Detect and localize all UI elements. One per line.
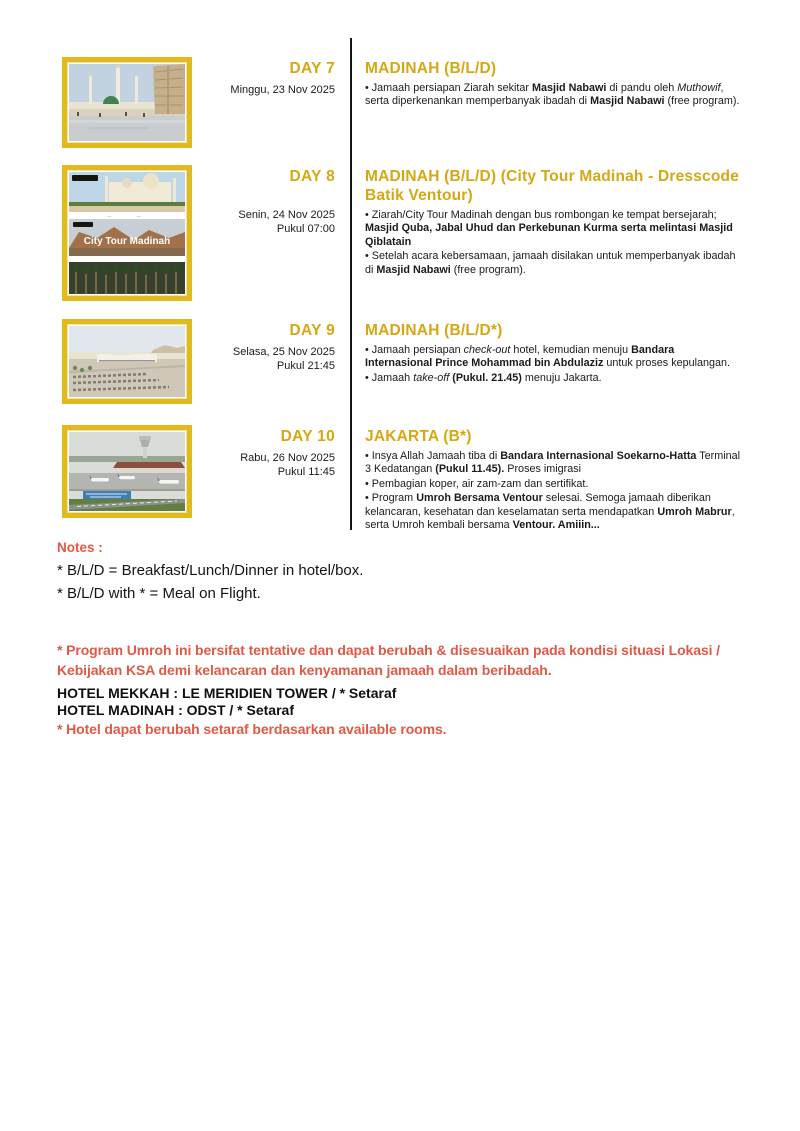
disclaimer-rooms: * Hotel dapat berubah setaraf berdasarkan available rooms. (57, 721, 447, 737)
day9-daycol (165, 321, 335, 373)
bullet-segment: Ventour. Amiiin... (512, 519, 600, 532)
notes-heading: Notes : (57, 540, 103, 555)
bullet-segment: Terminal 3 Kedatangan (365, 450, 741, 476)
bullet-item (365, 492, 742, 532)
day8-title: MADINAH (B/L/D) (City Tour Madinah - Dresscode Batik Ventour) (365, 168, 740, 204)
notes-section (57, 540, 747, 605)
day10-bullets (365, 450, 742, 532)
notes-line-meal-on-flight: * B/L/D with * = Meal on Flight. (57, 585, 261, 602)
bullet-segment: di pandu oleh (606, 82, 678, 94)
footer-section (57, 641, 762, 740)
bullet-segment: (free program). (450, 263, 526, 276)
bullet-item (365, 82, 742, 109)
disclaimer-tentative: * Program Umroh ini bersifat tentative dan dapat berubah & disesuaikan pada kondisi situasi Lokasi / Kebijakan KSA demi kelancaran dan kenyamanan jamaah dalam beribadah. (57, 642, 720, 678)
notes-line-bld: * B/L/D = Breakfast/Lunch/Dinner in hotel/box. (57, 562, 364, 579)
day8-bullets (365, 209, 742, 277)
day10-daycol (165, 427, 335, 479)
bullet-segment: • Ziarah/City Tour Madinah dengan bus rombongan ke tempat bersejarah; (365, 209, 717, 221)
bullet-segment: Muthowif (677, 82, 721, 94)
bullet-segment: • Pembagian koper, air zam-zam dan sertifikat. (365, 477, 589, 490)
day10-date: Rabu, 26 Nov 2025 (240, 452, 335, 464)
day10-label: DAY 10 (280, 428, 335, 445)
day8-label: DAY 8 (289, 168, 335, 185)
day8-date: Senin, 24 Nov 2025 (238, 209, 335, 221)
bullet-segment: (Pukul 11.45). (435, 463, 505, 476)
bullet-item (365, 250, 742, 277)
bullet-item (365, 344, 742, 371)
hotel-mekkah-line: HOTEL MEKKAH : LE MERIDIEN TOWER / * Setaraf (57, 685, 397, 701)
city-tour-overlay-label: City Tour Madinah (83, 236, 171, 247)
bullet-segment: • Setelah acara kebersamaan, jamaah disilakan untuk memperbanyak ibadah di (365, 250, 736, 276)
day9-bullets (365, 344, 742, 385)
bullet-segment: Bandara Internasional Prince Mohammad bin Abdulaziz (365, 344, 675, 370)
day7-daycol (165, 59, 335, 97)
day7-content (365, 59, 742, 110)
bullet-segment: take-off (413, 371, 453, 384)
bullet-segment: , serta diperkenankan memperbanyak ibadah di (365, 82, 724, 108)
bullet-segment: • Insya Allah Jamaah tiba di (365, 450, 501, 462)
bullet-segment: • Program (365, 492, 417, 505)
day8-content (365, 167, 742, 278)
bullet-segment: check-out (463, 344, 511, 356)
bullet-item (365, 478, 742, 491)
day9-label: DAY 9 (289, 322, 335, 339)
bullet-segment: Masjid Nabawi (590, 95, 665, 108)
bullet-item (365, 372, 742, 385)
bullet-segment: • Jamaah persiapan Ziarah sekitar (365, 82, 533, 94)
day7-title: MADINAH (B/L/D) (365, 60, 497, 77)
day9-date: Selasa, 25 Nov 2025 (232, 346, 335, 358)
bullet-item (365, 450, 742, 477)
bullet-segment: Masjid Quba, Jabal Uhud dan Perkebunan Kurma serta melintasi Masjid Qiblatain (365, 222, 733, 248)
day9-content (365, 321, 742, 386)
day10-content (365, 427, 742, 533)
bullet-segment: Umroh Mabrur (657, 505, 732, 518)
bullet-segment: selesai. Semoga jamaah diberikan kelancaran, kesehatan dan keselamatan serta mendapatkan (365, 492, 711, 518)
day9-title: MADINAH (B/L/D*) (365, 322, 503, 339)
day10-time: Pukul 11:45 (277, 466, 335, 478)
day7-label: DAY 7 (289, 60, 335, 77)
bullet-segment: menuju Jakarta. (521, 371, 602, 384)
bullet-segment: • Jamaah (365, 371, 414, 384)
bullet-segment: (Pukul. 21.45) (452, 371, 522, 384)
day10-title: JAKARTA (B*) (365, 428, 472, 445)
bullet-segment: Masjid Nabawi (376, 263, 451, 276)
bullet-segment: Masjid Nabawi (532, 82, 607, 94)
day8-time: Pukul 07:00 (276, 223, 335, 235)
bullet-segment: untuk proses kepulangan. (603, 357, 731, 370)
bullet-segment: hotel, kemudian menuju (510, 344, 632, 356)
vertical-divider (350, 38, 352, 530)
bullet-item (365, 209, 742, 249)
bullet-segment: Umroh Bersama Ventour (416, 492, 543, 505)
day7-bullets (365, 82, 742, 109)
hotel-madinah-line: HOTEL MADINAH : ODST / * Setaraf (57, 702, 294, 718)
bullet-segment: • Jamaah persiapan (365, 344, 464, 356)
bullet-segment: , serta Umroh kembali bersama (365, 505, 735, 532)
day7-date: Minggu, 23 Nov 2025 (230, 84, 335, 96)
day9-time: Pukul 21:45 (276, 360, 335, 372)
bullet-segment: Bandara Internasional Soekarno-Hatta (500, 450, 697, 462)
bullet-segment: Proses imigrasi (504, 463, 582, 476)
day8-daycol (165, 167, 335, 236)
bullet-segment: (free program). (664, 95, 740, 108)
